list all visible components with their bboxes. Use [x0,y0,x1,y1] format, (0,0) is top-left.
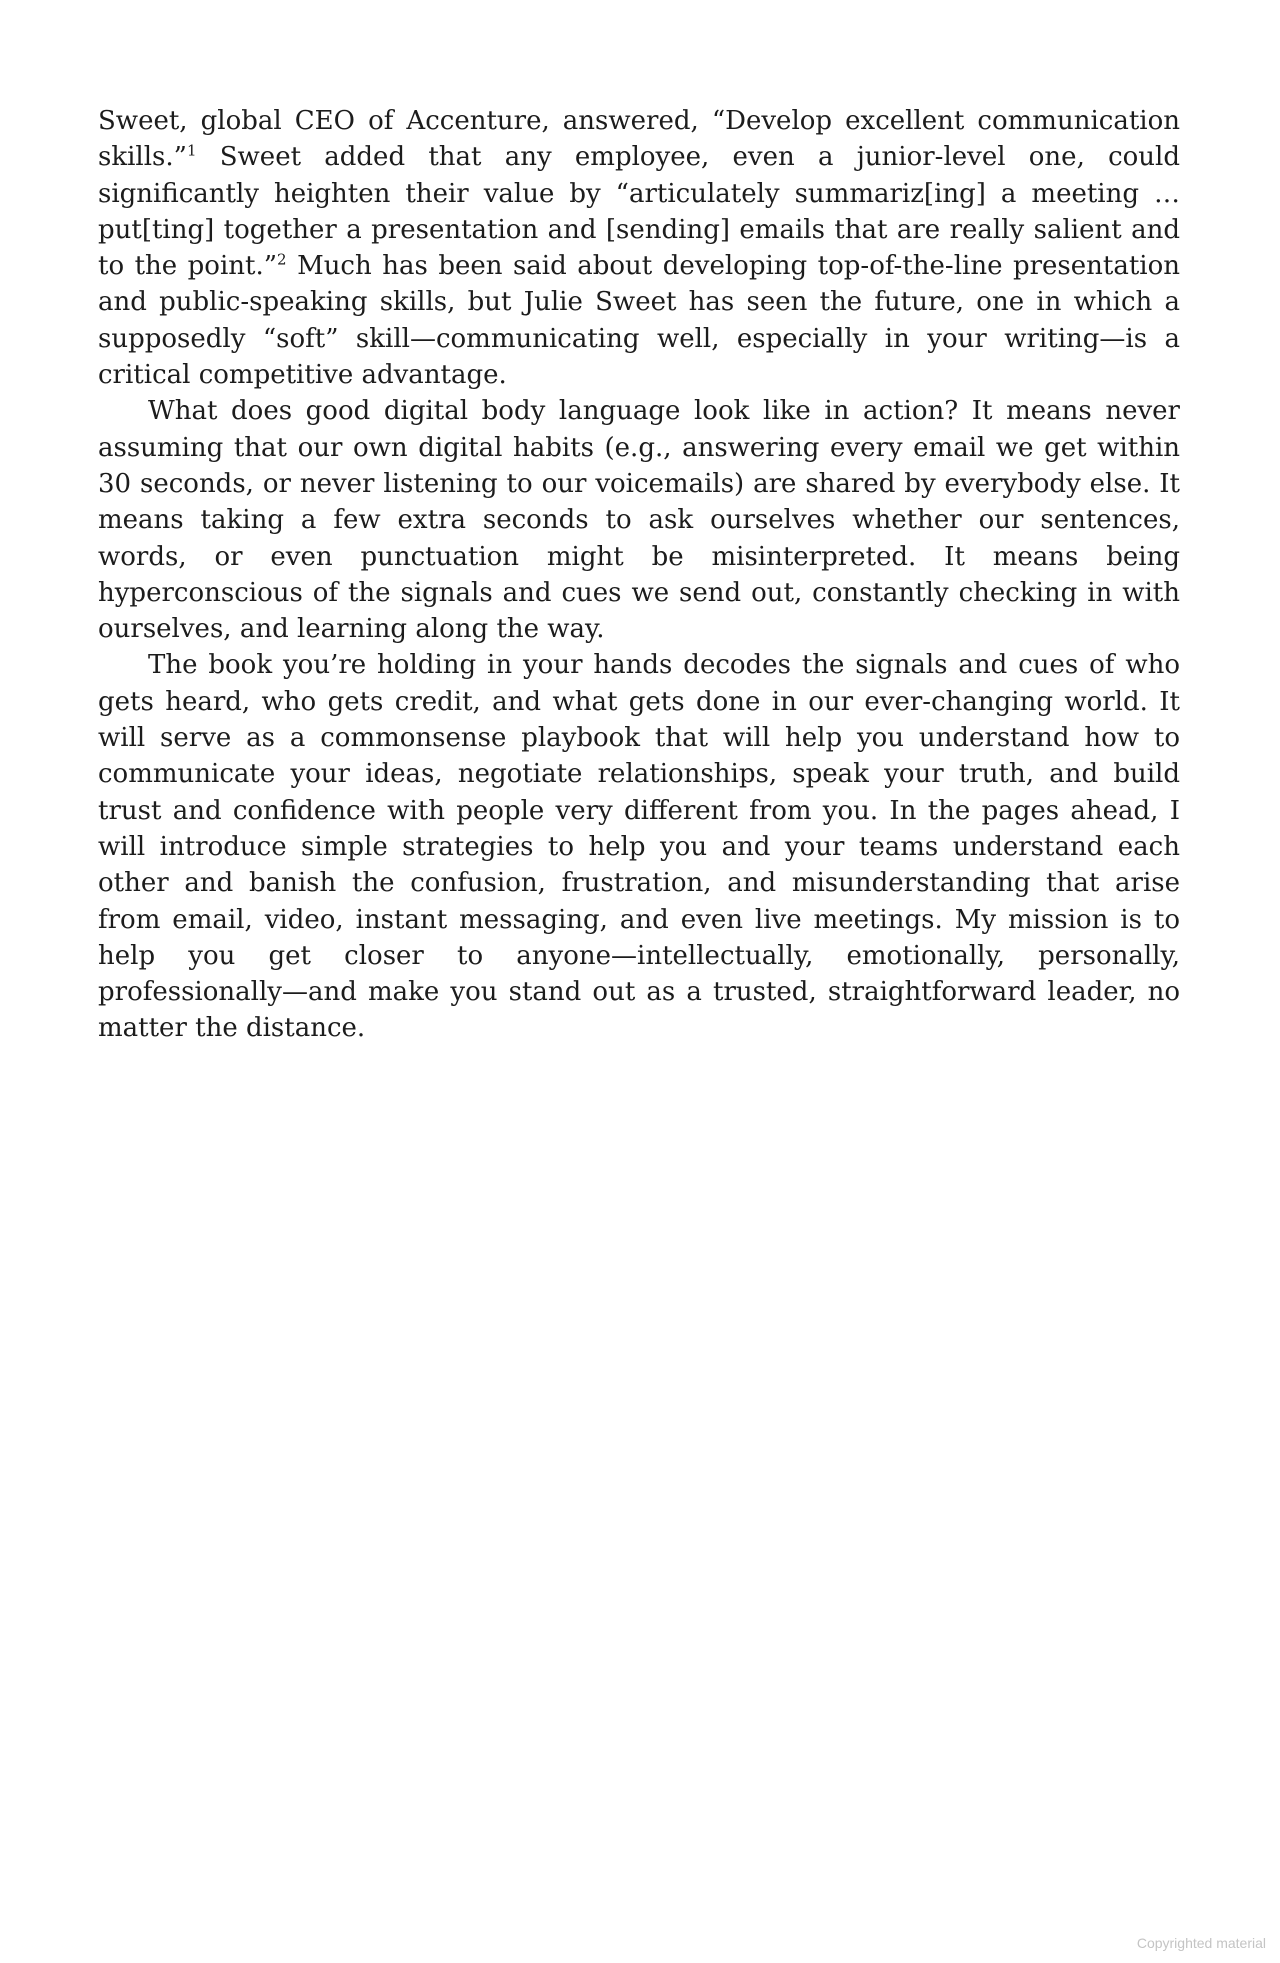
paragraph-1 [98,103,1180,393]
footnote-marker-2[interactable]: 2 [277,250,287,269]
paragraph-3 [98,647,1180,1046]
paragraph-1-text-1: Sweet, global CEO of Accenture, answered, “Develop excellent communication skills.” [98,106,1180,173]
paragraph-2 [98,393,1180,647]
paragraph-1-text-3: Much has been said about developing top-of-the-line presentation and public-speaking skills, but Julie Sweet has seen the future, one in which a supposedly “soft” skill—communicating well, especially in your writing—is a critical competitive advantage. [98,251,1180,391]
paragraph-1-text-2: Sweet added that any employee, even a junior-level one, could significantly heighten their value by “articulately summariz[ing] a meeting … put[ting] together a presentation and [sending] emails that are really salient and to the point.” [98,142,1180,282]
paragraph-3-text: The book you’re holding in your hands decodes the signals and cues of who gets heard, who gets credit, and what gets done in our ever-changing world. It will serve as a commonsense playbook that will help you understand how to communicate your ideas, negotiate relationships, speak your truth, and build trust and confidence with people very different from you. In the pages ahead, I will introduce simple strategies to help you and your teams understand each other and banish the confusion, frustration, and misunderstanding that arise from email, video, instant messaging, and even live meetings. My mission is to help you get closer to anyone—intellectually, emotionally, personally, professionally—and make you stand out as a trusted, straightforward leader, no matter the distance. [98,650,1180,1044]
body-text [98,103,1180,1047]
footnote-marker-1[interactable]: 1 [186,141,197,160]
paragraph-2-text: What does good digital body language look like in action? It means never assuming that our own digital habits (e.g., answering every email we get within 30 seconds, or never listening to our voicemails) are shared by everybody else. It means taking a few extra seconds to ask ourselves whether our sentences, words, or even punctuation might be misinterpreted. It means being hyperconscious of the signals and cues we send out, constantly checking in with ourselves, and learning along the way. [98,396,1180,645]
copyright-watermark: Copyrighted material [1136,1935,1266,1951]
